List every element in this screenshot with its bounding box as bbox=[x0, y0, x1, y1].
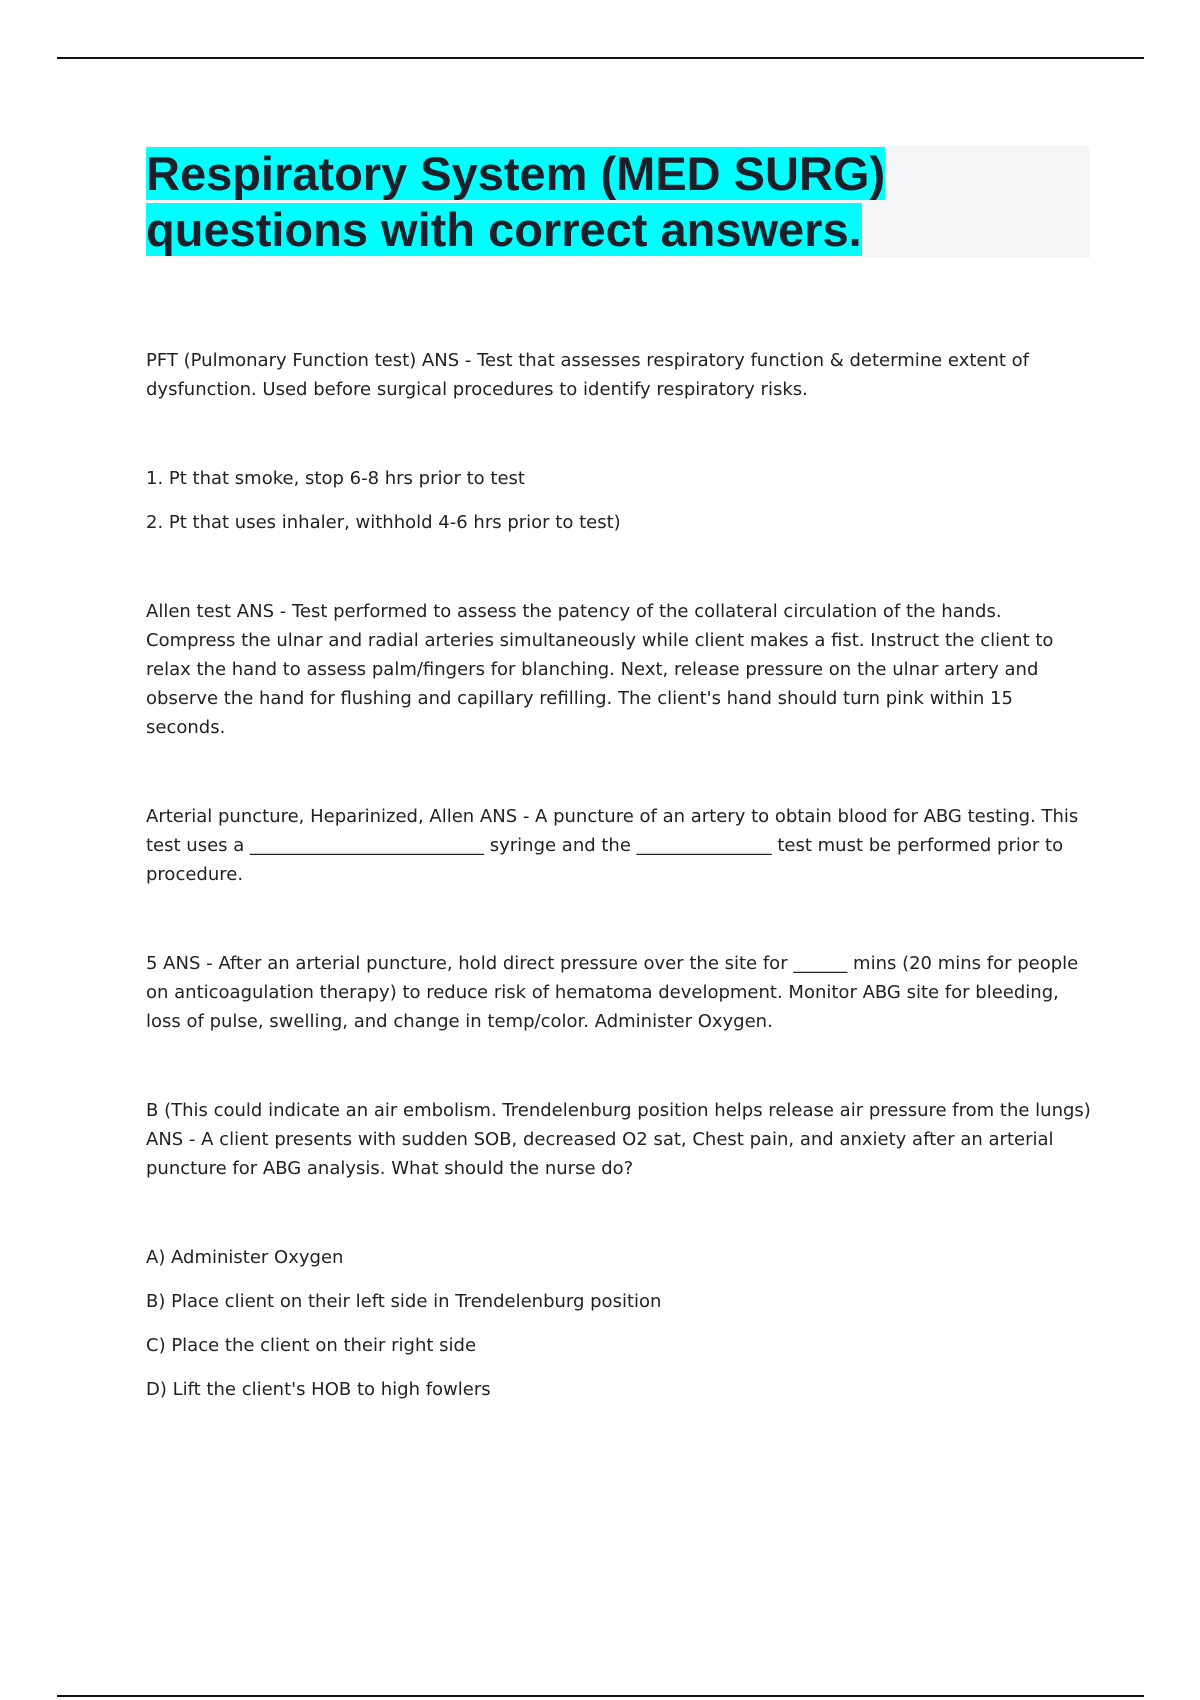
answer-option-b: B) Place client on their left side in Trendelenburg position bbox=[146, 1291, 662, 1312]
list-item: 1. Pt that smoke, stop 6-8 hrs prior to test bbox=[146, 468, 525, 489]
list-item: 2. Pt that uses inhaler, withhold 4-6 hrs prior to test) bbox=[146, 512, 621, 533]
paragraph-air-embolism: B (This could indicate an air embolism. Trendelenburg position helps release air pressure from the lungs) ANS - A client presents with sudden SOB, decreased O2 sat, Chest pain, and anxiety after an arterial puncture for ABG analysis. What should the nurse do? bbox=[146, 1100, 1091, 1179]
document-body bbox=[146, 346, 1096, 1404]
answer-option-d: D) Lift the client's HOB to high fowlers bbox=[146, 1379, 491, 1400]
title-line-2: questions with correct answers. bbox=[146, 203, 862, 256]
bottom-rule bbox=[57, 1695, 1144, 1697]
paragraph-arterial-puncture: Arterial puncture, Heparinized, Allen ANS - A puncture of an artery to obtain blood for ABG testing. This test uses a __________________________ syringe and the _______________ test must be performed prior to procedure. bbox=[146, 806, 1079, 885]
title-line-1: Respiratory System (MED SURG) bbox=[146, 147, 886, 200]
answer-option-a: A) Administer Oxygen bbox=[146, 1247, 344, 1268]
top-rule bbox=[57, 57, 1144, 59]
title-block bbox=[146, 146, 1090, 258]
paragraph-allen-test: Allen test ANS - Test performed to assess the patency of the collateral circulation of the hands. Compress the ulnar and radial arteries simultaneously while client makes a fist. Instruct the client to relax the hand to assess palm/fingers for blanching. Next, release pressure on the ulnar artery and observe the hand for flushing and capillary refilling. The client's hand should turn pink within 15 seconds. bbox=[146, 601, 1054, 738]
paragraph-pft: PFT (Pulmonary Function test) ANS - Test that assesses respiratory function & determine extent of dysfunction. Used before surgical procedures to identify respiratory risks. bbox=[146, 350, 1030, 400]
answer-option-c: C) Place the client on their right side bbox=[146, 1335, 477, 1356]
paragraph-pressure-time: 5 ANS - After an arterial puncture, hold direct pressure over the site for ______ mins (20 mins for people on anticoagulation therapy) to reduce risk of hematoma development. Monitor ABG site for bleeding, loss of pulse, swelling, and change in temp/color. Administer Oxygen. bbox=[146, 953, 1079, 1032]
page-title bbox=[146, 146, 1090, 258]
